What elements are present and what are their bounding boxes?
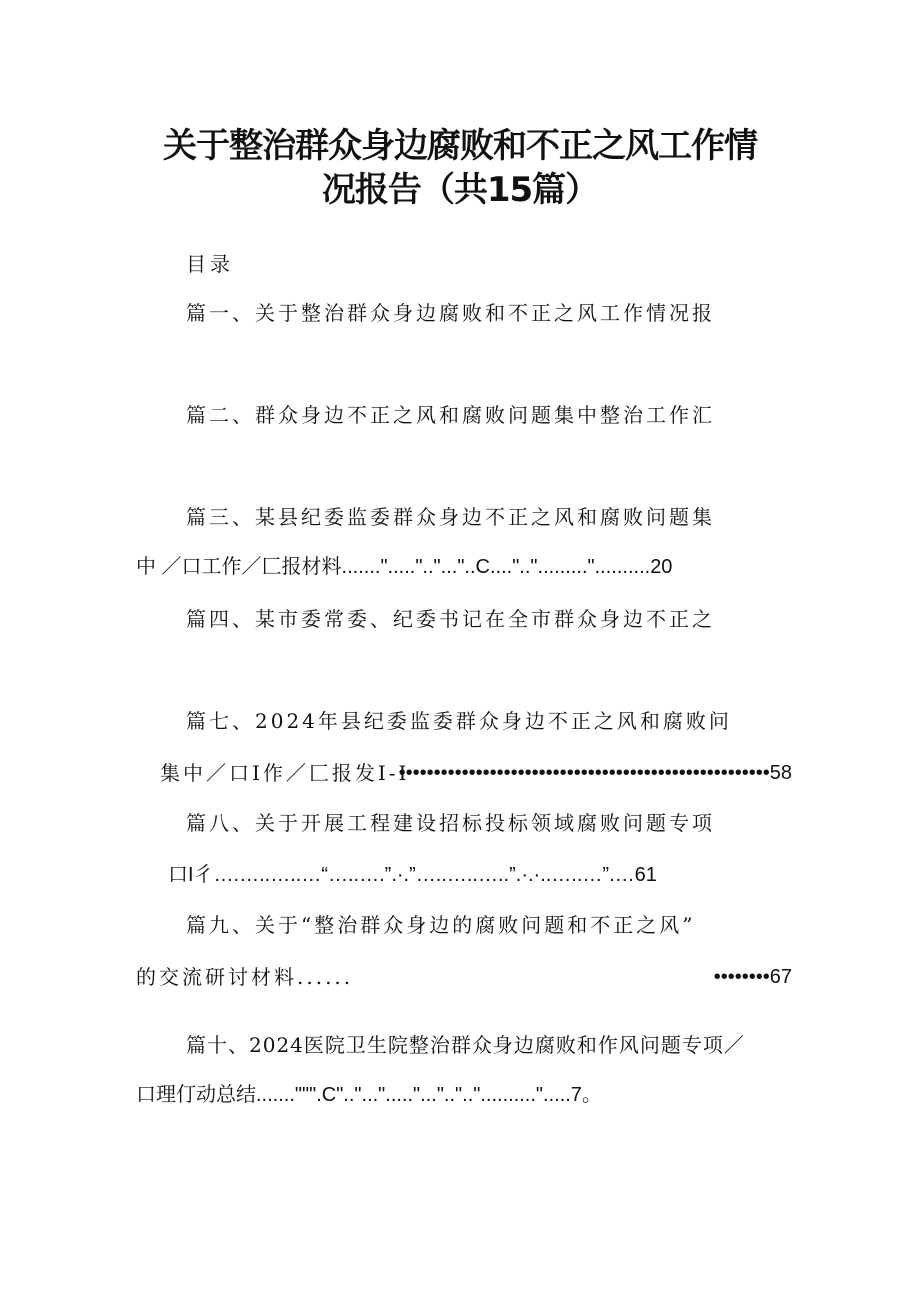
toc-entry-3-page-line[interactable]: 中 ／口工作／匚报材料.......".....".."..."..C....".."........."..........20 xyxy=(136,556,673,578)
toc-entry-2[interactable]: 篇二、群众身边不正之风和腐败问题集中整治工作汇 xyxy=(186,403,715,427)
document-title-line1: 关于整治群众身边腐败和不正之风工作情 xyxy=(163,126,757,166)
toc-entry-9-line2[interactable]: 的交流研讨材料...... xyxy=(136,965,354,989)
toc-entry-10[interactable]: 篇十、2024医院卫生院整治群众身边腐败和作风问题专项／ xyxy=(186,1033,745,1057)
toc-entry-7-line2[interactable]: 集中／口I作／匚报发I-I xyxy=(160,761,410,785)
toc-entry-9-page-leader: ••••••••67 xyxy=(713,966,792,988)
toc-entry-3[interactable]: 篇三、某县纪委监委群众身边不正之风和腐败问题集 xyxy=(186,505,715,529)
toc-entry-7[interactable]: 篇七、2024年县纪委监委群众身边不正之风和腐败问 xyxy=(186,709,732,733)
toc-entry-4[interactable]: 篇四、某市委常委、纪委书记在全市群众身边不正之 xyxy=(186,607,715,631)
toc-entry-7-page-leader: •••••••••••••••••••••••••••••••••••••••••••••••••••••58 xyxy=(398,762,792,784)
toc-entry-8-page-line[interactable]: 口I彳….…..…..…“…..….”.·.”…..…..…..”.·.·..…..…”.…61 xyxy=(168,864,657,886)
toc-entry-9[interactable]: 篇九、关于“整治群众身边的腐败问题和不正之风” xyxy=(186,913,696,937)
toc-entry-8[interactable]: 篇八、关于开展工程建设招标投标领域腐败问题专项 xyxy=(186,811,715,835)
toc-heading: 目录 xyxy=(186,252,234,276)
toc-entry-1[interactable]: 篇一、关于整治群众身边腐败和不正之风工作情况报 xyxy=(186,301,715,325)
document-title-line2: 况报告（共15篇） xyxy=(321,170,599,210)
toc-entry-10-page-line[interactable]: 口理仃动总结.......""".C".."..."....."..."..".."..........".....7。 xyxy=(136,1084,602,1106)
